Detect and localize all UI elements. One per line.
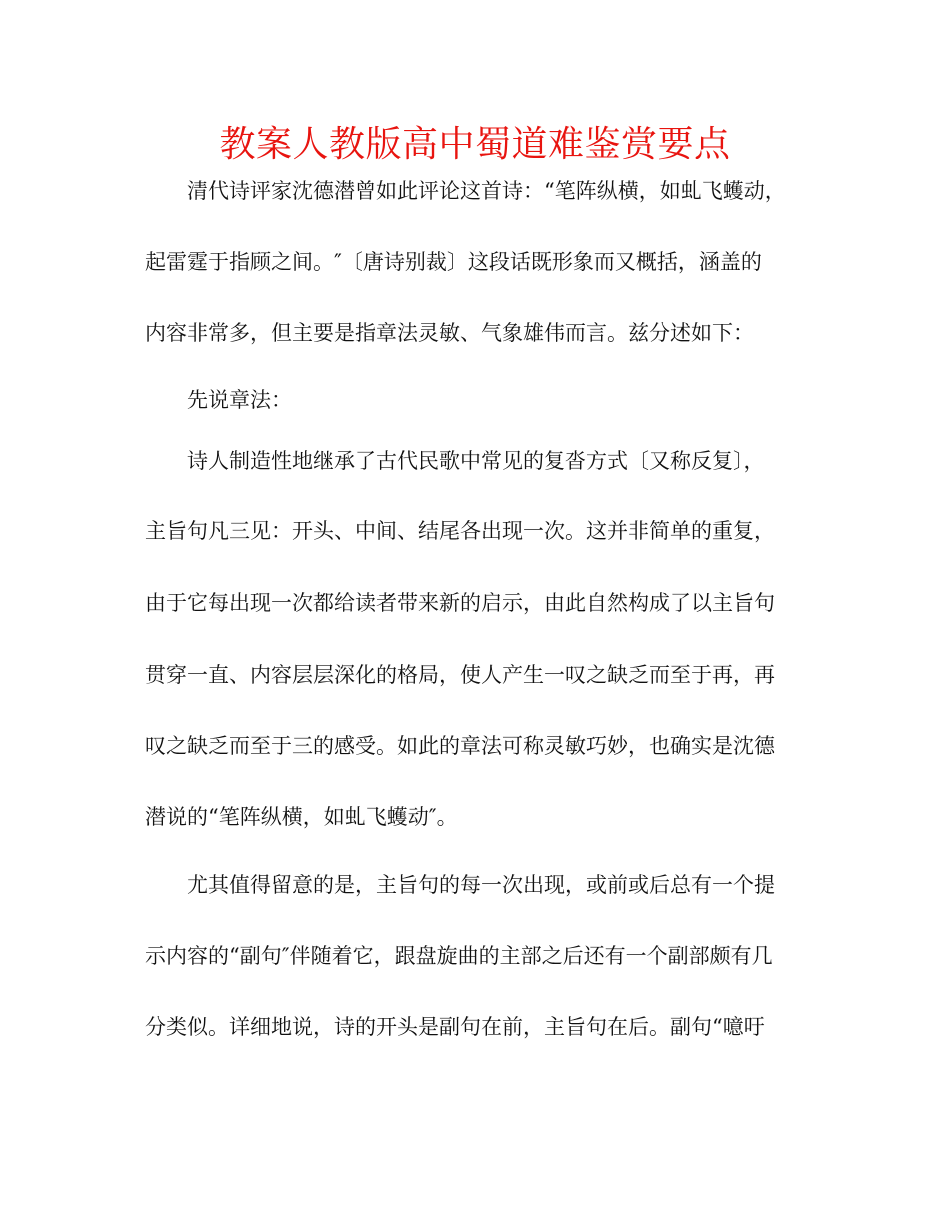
body-line: 清代诗评家沈德潜曾如此评论这首诗：“笔阵纵横，如虬飞蠖动， — [187, 179, 786, 203]
document-title: 教案人教版高中蜀道难鉴赏要点 — [219, 124, 731, 165]
body-line: 潜说的“笔阵纵横，如虬飞蠖动″。 — [145, 805, 458, 829]
body-line: 分类似。详细地说，诗的开头是副句在前，主旨句在后。副句“噫吁 — [145, 1015, 765, 1039]
body-line: 尤其值得留意的是，主旨句的每一次出现，或前或后总有一个提 — [187, 873, 775, 897]
body-line: 贯穿一直、内容层层深化的格局，使人产生一叹之缺乏而至于再，再 — [145, 663, 775, 687]
body-line: 诗人制造性地继承了古代民歌中常见的复沓方式〔又称反复〕， — [187, 449, 765, 473]
body-line: 内容非常多，但主要是指章法灵敏、气象雄伟而言。兹分述如下： — [145, 321, 754, 345]
body-line: 示内容的“副句″伴随着它，跟盘旋曲的主部之后还有一个副部颇有几 — [145, 944, 773, 968]
body-line: 由于它每出现一次都给读者带来新的启示，由此自然构成了以主旨句 — [145, 591, 775, 615]
body-line: 先说章法： — [187, 388, 292, 412]
body-line: 起雷霆于指顾之间。″〔唐诗别裁〕这段话既形象而又概括，涵盖的 — [145, 250, 762, 274]
body-line: 主旨句凡三见：开头、中间、结尾各出现一次。这并非简单的重复， — [145, 519, 775, 543]
body-line: 叹之缺乏而至于三的感受。如此的章法可称灵敏巧妙，也确实是沈德 — [145, 734, 775, 758]
